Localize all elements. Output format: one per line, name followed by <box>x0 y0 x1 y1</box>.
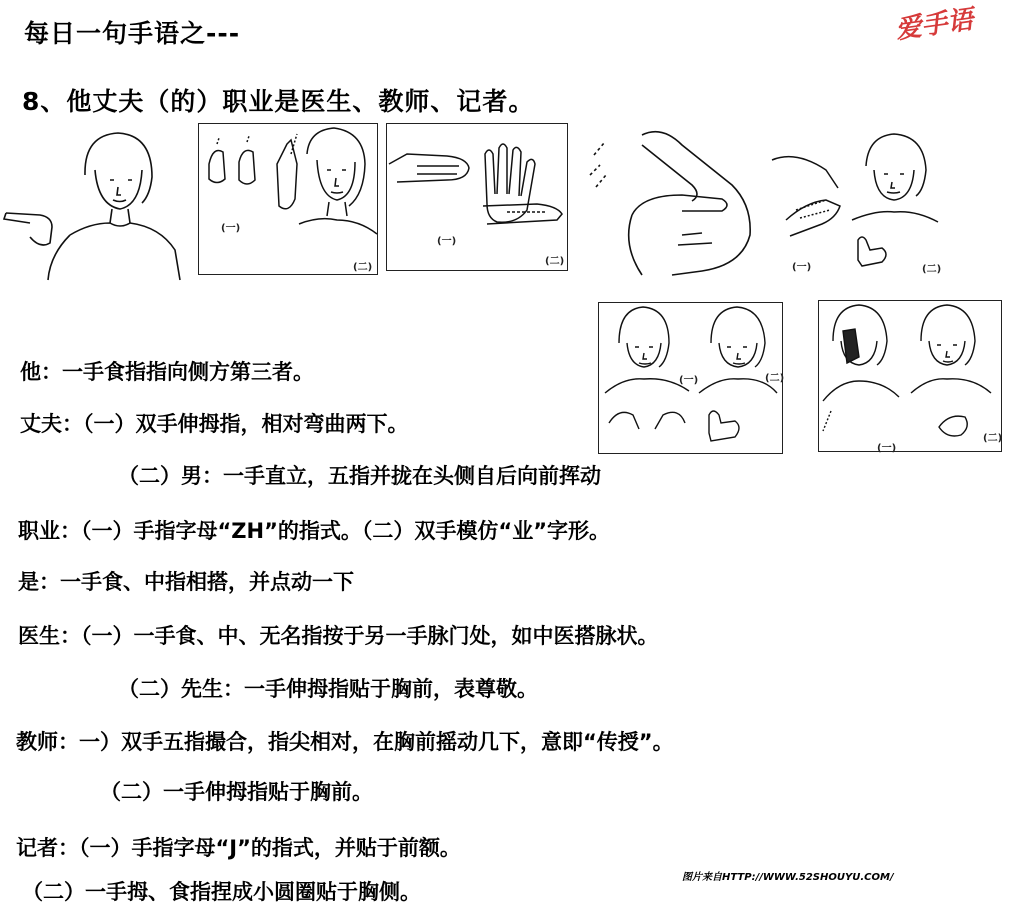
source-credit: 图片来自HTTP://WWW.52SHOUYU.COM/ <box>682 872 894 883</box>
label-two: (二) <box>983 433 1003 444</box>
label-two: (二) <box>922 264 942 275</box>
illustration-he <box>0 125 185 280</box>
illustration-reporter <box>818 300 1002 452</box>
illustration-occupation <box>386 123 568 271</box>
label-one: (一) <box>792 262 812 273</box>
illustration-husband <box>198 123 378 275</box>
husband-drawing <box>199 124 377 274</box>
explanation-doctor-1: 医生：（一）一手食、中、无名指按于另一手脉门处，如中医搭脉状。 <box>18 624 659 648</box>
explanation-teacher-2: （二）一手伸拇指贴于胸前。 <box>100 780 373 804</box>
explanation-he: 他：一手食指指向侧方第三者。 <box>20 360 314 384</box>
illustration-doctor <box>766 130 946 278</box>
illustration-teacher <box>598 302 783 454</box>
sentence-title: 8、他丈夫（的）职业是医生、教师、记者。 <box>22 87 535 116</box>
reporter-drawing <box>819 301 1001 451</box>
explanation-teacher-1: 教师：一）双手五指撮合，指尖相对，在胸前摇动几下，意即“传授”。 <box>16 730 674 754</box>
doctor-drawing <box>766 130 946 278</box>
explanation-doctor-2: （二）先生：一手伸拇指贴于胸前，表尊敬。 <box>118 677 538 701</box>
explanation-occupation: 职业：（一）手指字母“ZH”的指式。（二）双手模仿“业”字形。 <box>18 519 611 543</box>
illustration-is <box>582 125 762 275</box>
explanation-husband-1: 丈夫：（一）双手伸拇指，相对弯曲两下。 <box>20 412 409 436</box>
label-two: (二) <box>353 262 373 273</box>
label-two: (二) <box>545 256 565 267</box>
explanation-reporter-2: （二）一手拇、食指捏成小圆圈贴于胸侧。 <box>22 880 421 904</box>
occupation-hands-drawing <box>387 124 567 270</box>
label-one: (一) <box>221 223 241 234</box>
label-one: (一) <box>679 375 699 386</box>
label-one: (一) <box>877 443 897 454</box>
is-hand-drawing <box>582 125 762 275</box>
explanation-reporter-1: 记者：（一）手指字母“J”的指式，并贴于前额。 <box>16 836 461 860</box>
series-title: 每日一句手语之--- <box>24 19 241 48</box>
woman-pointing-drawing <box>0 125 185 280</box>
explanation-husband-2: （二）男：一手直立，五指并拢在头侧自后向前挥动 <box>118 464 601 488</box>
site-logo: 爱手语 <box>893 4 976 46</box>
explanation-is: 是：一手食、中指相搭，并点动一下 <box>18 570 354 594</box>
label-one: (一) <box>437 236 457 247</box>
label-two: (二) <box>765 373 785 384</box>
